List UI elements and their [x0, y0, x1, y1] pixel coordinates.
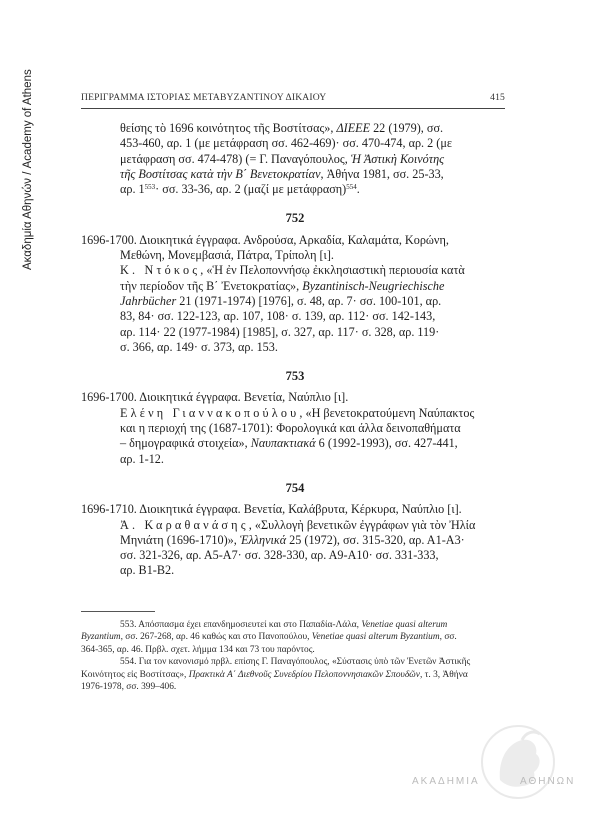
- author-name: Ελένη Γιαννακοπούλου: [120, 405, 300, 420]
- footnote-line: 364-365, αρ. 46. Πρβλ. σχετ. λήμμα 134 και 73 του παρόντος.: [81, 644, 315, 655]
- side-label: [4, 40, 34, 270]
- text-line: σσ. 321-326, αρ. Α5-Α7· σσ. 328-330, αρ. Α9-Α10· σσ. 331-333,: [120, 548, 439, 563]
- text-line: 83, 84· σσ. 122-123, αρ. 107, 108· σ. 139, αρ. 112· σσ. 142-143,: [120, 309, 436, 324]
- text-line: τὴν περίοδον τῆς Β΄ Ἐνετοκρατίας», Byzantinisch-Neugriechische: [120, 278, 445, 293]
- entry-number: 753: [285, 369, 305, 384]
- text-line: αρ. 1-12.: [120, 451, 164, 466]
- watermark-text-right: ΑΘΗΝΩΝ: [520, 776, 576, 787]
- watermark-text-left: ΑΚΑΔΗΜΙΑ: [412, 776, 480, 787]
- text-line: 453-460, αρ. 1 (με μετάφραση σσ. 462-469)· σσ. 470-474, αρ. 2 (με: [120, 136, 452, 151]
- text-line: μετάφραση σσ. 474-478) (= Γ. Παναγόπουλος, Ἡ Ἀστικὴ Κοινότης: [120, 151, 445, 166]
- entry-heading: 1696-1710. Διοικητικά έγγραφα. Βενετία, Καλάβρυτα, Κέρκυρα, Ναύπλιο [ι].: [81, 502, 462, 517]
- footnote-ref: 553: [144, 183, 156, 192]
- text-line: Κ. Ντόκος, «Ἡ ἐν Πελοποννήσῳ ἐκκλησιαστικὴ περιουσία κατὰ: [120, 263, 465, 278]
- text-line: αρ. $1^{553}\cdot \sigma\sigma$. 33-36, αρ. 2 (μαζί με μετάφραση)$^{554}$.: [120, 182, 360, 197]
- author-name: Ἀ. Καραθανάσης: [120, 517, 249, 532]
- athena-watermark-icon: [478, 722, 558, 802]
- side-label-text: Ακαδημία Αθηνών / Academy of Athens: [22, 69, 34, 270]
- footnote-line: 1976-1978, σσ. 399–406.: [81, 681, 177, 692]
- page-number: 415: [490, 92, 505, 103]
- entry-number: 752: [285, 211, 305, 226]
- text-line: Ἀ. Καραθανάσης, «Συλλογὴ βενετικῶν ἐγγράφων γιὰ τὸν Ἠλία: [120, 517, 476, 532]
- text-line: σ. 366, αρ. 149· σ. 373, αρ. 153.: [120, 339, 278, 354]
- entry-heading: 1696-1700. Διοικητικά έγγραφα. Βενετία, Ναύπλιο [ι].: [81, 390, 349, 405]
- text-line: Ελένη Γιαννακοπούλου, «Η βενετοκρατούμενη Ναύπακτος: [120, 405, 475, 420]
- text-line: Jahrbücher 21 (1971-1974) [1976], σ. 48, αρ. 7· σσ. 100-101, αρ.: [120, 293, 442, 308]
- text-line: Μεθώνη, Μονεμβασιά, Πάτρα, Τρίπολη [ι].: [120, 248, 334, 263]
- footnote-line: Κοινότητος εἰς Βοστίτσας», Πρακτικὰ Α΄ Διεθνοῦς Συνεδρίου Πελοποννησιακῶν Σπουδῶν, τ. 3, Ἀθήνα: [81, 669, 468, 680]
- footnote-rule: [81, 611, 155, 612]
- footnotes: [81, 619, 509, 693]
- entry-heading: 1696-1700. Διοικητικά έγγραφα. Ανδρούσα, Αρκαδία, Καλαμάτα, Κορώνη,: [81, 232, 449, 247]
- footnote-line: 554. Για τον κανονισμό πρβλ. επίσης Γ. Παναγόπουλος, «Σύστασις ὑπὸ τῶν Ἐνετῶν Ἀστικῆς: [120, 657, 471, 668]
- footnote-line: Byzantium, σσ. 267-268, αρ. 46 καθώς και στο Πανοπούλου, Venetiae quasi alterum Byzantium, σσ.: [81, 632, 457, 643]
- text-line: – δημογραφικά στοιχεία», Ναυπακτιακά 6 (1992-1993), σσ. 427-441,: [120, 436, 458, 451]
- author-name: Κ. Ντόκος: [120, 263, 201, 278]
- footnote-ref: 554: [346, 183, 357, 192]
- running-header: [81, 92, 505, 106]
- text-line: αρ. 114· 22 (1977-1984) [1985], σ. 327, αρ. 117· σ. 328, αρ. 119·: [120, 324, 440, 339]
- footnote-line: 553. Απόσπασμα έχει επανδημοσιευτεί και στο Παπαδία-Λάλα, Venetiae quasi alterum: [120, 620, 448, 630]
- text-line: αρ. Β1-Β2.: [120, 563, 175, 578]
- text-line: τῆς Βοστίτσας κατὰ τὴν Β΄ Βενετοκρατίαν, Ἀθήνα 1981, σσ. 25-33,: [120, 166, 444, 181]
- header-rule: [81, 108, 505, 109]
- running-title: ΠΕΡΙΓΡΑΜΜΑ ΙΣΤΟΡΙΑΣ ΜΕΤΑΒΥΖΑΝΤΙΝΟΥ ΔΙΚΑΙΟΥ: [81, 92, 327, 103]
- entry-number: 754: [285, 480, 305, 495]
- text-line: και η περιοχή της (1687-1701): Φορολογικά και άλλα δεινοπαθήματα: [120, 421, 461, 436]
- text-line: Μηνιάτη (1696-1710)», Ἑλληνικά 25 (1972), σσ. 315-320, αρ. Α1-Α3·: [120, 532, 465, 547]
- main-text: [81, 121, 509, 579]
- text-line: θείσης τὸ 1696 κοινότητος τῆς Βοστίτσας», ΔΙΕΕΕ 22 (1979), σσ.: [120, 121, 444, 135]
